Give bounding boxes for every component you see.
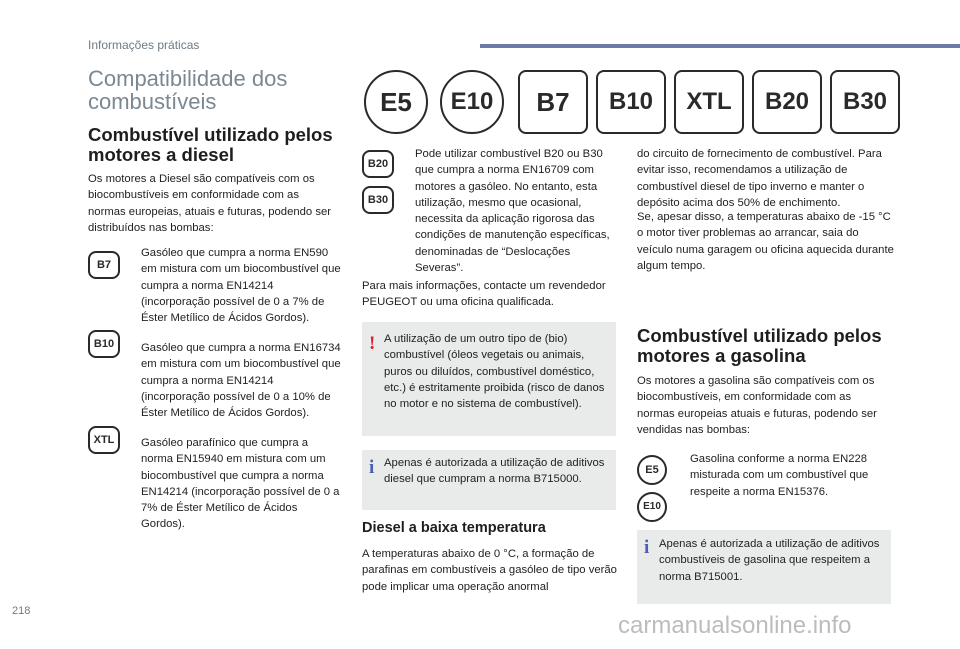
diesel-item-b10: Gasóleo que cumpra a norma EN16734 em mistura com um biocombustível que cumpra a norma EN14214 (incorporação possível de 0 a 10% de Éster Metílico de Ácidos Gordos). xyxy=(141,342,341,420)
diesel-intro: Os motores a Diesel são compatíveis com os biocombustíveis em conformidade com as normas europeias, atuais e futuras, podendo ser distribuídos nas bombas: xyxy=(88,173,332,234)
warning-text: A utilização de um outro tipo de (bio) combustível (óleos vegetais ou animais, puros ou diluídos, combustível doméstico, etc.) é estritamente proibida (risco de danos no motor e no sistema de combustível). xyxy=(384,333,605,411)
b20-b30-text: Pode utilizar combustível B20 ou B30 que cumpra a norma EN16709 com motores a gasóleo. No entanto, esta utilização, mesmo que ocasional, necessita da aplicação rigorosa das condições de manutenção específicas, denominadas de “Deslocações Severas”. xyxy=(415,148,610,275)
low-temp-heading: Diesel a baixa temperatura xyxy=(362,520,546,536)
badge-b20: B20 xyxy=(362,150,394,178)
fuel-label-b7: B7 xyxy=(518,70,588,134)
petrol-text: Gasolina conforme a norma EN228 misturada com um combustível que respeite a norma EN15376. xyxy=(690,453,869,498)
fuel-label-xtl: XTL xyxy=(674,70,744,134)
fuel-label-e10: E10 xyxy=(440,70,504,134)
warning-box xyxy=(362,322,616,436)
info-box-petrol xyxy=(637,530,891,604)
page-number: 218 xyxy=(12,605,31,617)
diesel-item-b7: Gasóleo que cumpra a norma EN590 em mistura com um biocombustível que cumpra a norma EN14214 (incorporação possível de 0 a 7% de Éster Metílico de Ácidos Gordos). xyxy=(141,247,341,325)
fuel-label-b20: B20 xyxy=(752,70,822,134)
info-text-petrol: Apenas é autorizada a utilização de aditivos combustíveis de gasolina que respeitem a norma B715001. xyxy=(659,538,880,583)
badge-b10: B10 xyxy=(88,330,120,358)
page-title: Compatibilidade dos combustíveis xyxy=(88,66,288,114)
header-bar xyxy=(480,44,960,48)
fuel-label-e5: E5 xyxy=(364,70,428,134)
diesel-item-xtl: Gasóleo parafínico que cumpra a norma EN15940 em mistura com um biocombustível que cumpra a norma EN14214 (incorporação possível de 0 a 7% de Éster Metílico de Ácidos Gordos). xyxy=(141,437,340,531)
low-temp-text-3: Se, apesar disso, a temperaturas abaixo de -15 °C o motor tiver problemas ao arrancar, saia do veículo numa garagem ou oficina aquecida durante algum tempo. xyxy=(637,211,894,272)
low-temp-text-1: A temperaturas abaixo de 0 °C, a formação de parafinas em combustíveis a gasóleo de tipo verão pode implicar uma operação anormal xyxy=(362,548,617,593)
diesel-heading: Combustível utilizado pelos motores a diesel xyxy=(88,124,333,165)
fuel-label-b30: B30 xyxy=(830,70,900,134)
info-icon: i xyxy=(644,537,650,558)
fuel-label-b10: B10 xyxy=(596,70,666,134)
more-info-text: Para mais informações, contacte um revendedor PEUGEOT ou uma oficina qualificada. xyxy=(362,280,606,309)
info-box-diesel xyxy=(362,450,616,510)
badge-e10: E10 xyxy=(637,492,667,522)
badge-b7: B7 xyxy=(88,251,120,279)
petrol-intro: Os motores a gasolina são compatíveis com os biocombustíveis, em conformidade com as normas europeias atuais e futuras, podendo ser vendidas nas bombas: xyxy=(637,375,877,436)
badge-xtl: XTL xyxy=(88,426,120,454)
low-temp-text-2: do circuito de fornecimento de combustível. Para evitar isso, recomendamos a utilização de combustível diesel de tipo inverno e manter o depósito acima dos 50% de enchimento. xyxy=(637,148,882,209)
info-icon: i xyxy=(369,457,375,478)
badge-e5: E5 xyxy=(637,455,667,485)
watermark: carmanualsonline.info xyxy=(618,612,852,639)
section-header: Informações práticas xyxy=(88,38,200,52)
info-text-diesel: Apenas é autorizada a utilização de aditivos diesel que cumpram a norma B715000. xyxy=(384,457,605,486)
petrol-heading: Combustível utilizado pelos motores a gasolina xyxy=(637,325,882,366)
badge-b30: B30 xyxy=(362,186,394,214)
exclamation-icon: ! xyxy=(369,333,376,354)
